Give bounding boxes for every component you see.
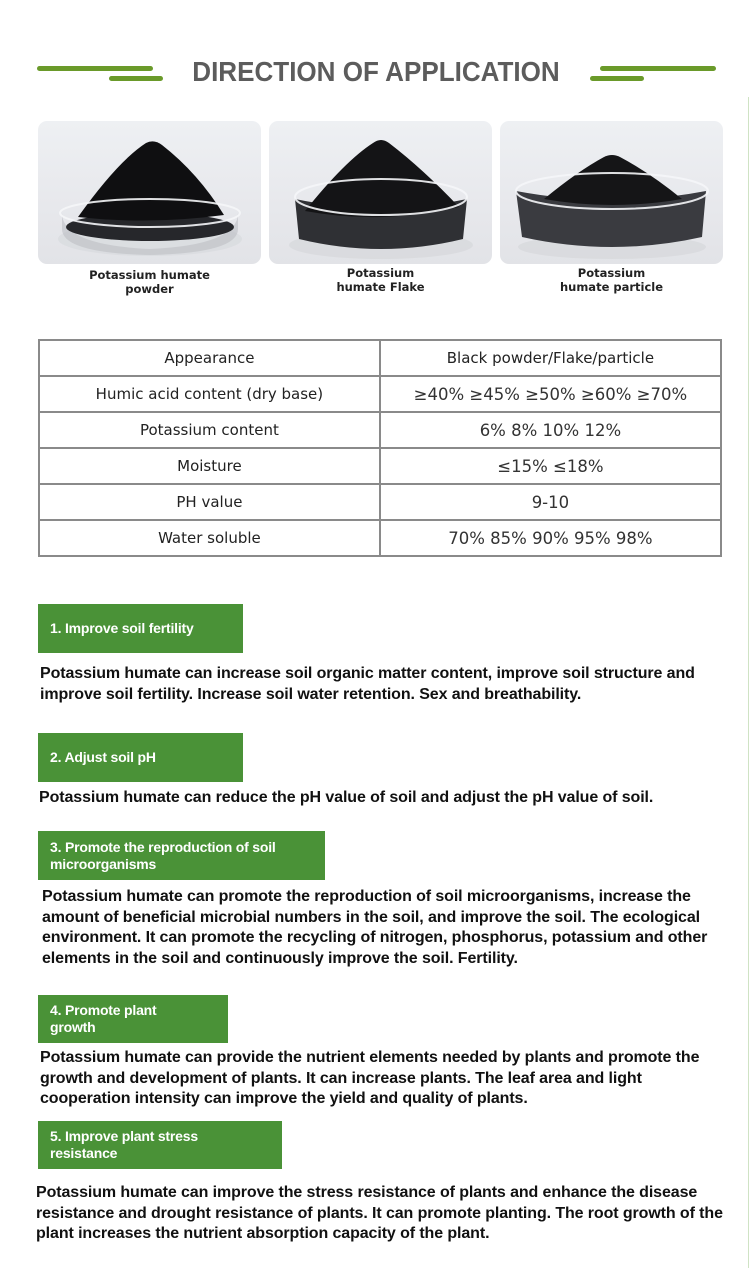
spec-label: Appearance bbox=[39, 340, 380, 376]
spec-label: PH value bbox=[39, 484, 380, 520]
product-caption-particle bbox=[500, 266, 723, 294]
section-heading-text: microorganisms bbox=[50, 855, 157, 872]
section-heading-promote-plant-growth bbox=[38, 995, 228, 1043]
flake-pile-illustration bbox=[269, 121, 492, 264]
title-decoration-line bbox=[37, 66, 153, 71]
product-image-particle bbox=[500, 121, 723, 264]
section-heading-soil-microorganisms bbox=[38, 831, 325, 880]
caption-line: Potassium bbox=[346, 266, 415, 280]
page-title: DIRECTION OF APPLICATION bbox=[192, 56, 560, 87]
section-body-plant-stress-resistance: Potassium humate can improve the stress resistance of plants and enhance the disease resistance and drought resistance of plants. It can promote planting. The root growth of the plant increases the nutrient absorption capacity of the plant. bbox=[36, 1184, 723, 1242]
section-heading-text: 4. Promote plant bbox=[50, 1002, 157, 1018]
section-heading-adjust-soil-ph bbox=[38, 733, 243, 782]
table-row bbox=[39, 340, 721, 376]
table-row bbox=[39, 448, 721, 484]
powder-pile-illustration bbox=[38, 121, 261, 264]
particle-pile-illustration bbox=[500, 121, 723, 264]
product-image-powder bbox=[38, 121, 261, 264]
title-decoration-line bbox=[600, 66, 716, 71]
spec-value: 9-10 bbox=[380, 484, 721, 520]
section-heading-text: resistance bbox=[50, 1145, 118, 1161]
page-edge-rule bbox=[748, 97, 749, 1268]
section-heading-plant-stress-resistance bbox=[38, 1121, 282, 1169]
product-image-flake bbox=[269, 121, 492, 264]
spec-label: Moisture bbox=[39, 448, 380, 484]
section-heading-improve-soil-fertility bbox=[38, 604, 243, 653]
spec-value: ≤15% ≤18% bbox=[380, 448, 721, 484]
title-decoration-line bbox=[590, 76, 644, 81]
table-row bbox=[39, 412, 721, 448]
caption-line: humate particle bbox=[559, 280, 664, 294]
table-row bbox=[39, 484, 721, 520]
spec-value: Black powder/Flake/particle bbox=[380, 340, 721, 376]
product-caption-flake bbox=[269, 266, 492, 294]
section-body-improve-soil-fertility: Potassium humate can increase soil organic matter content, improve soil structure and improve soil fertility. Increase soil water retention. Sex and breathability. bbox=[40, 665, 695, 703]
section-body-soil-microorganisms: Potassium humate can promote the reproduction of soil microorganisms, increase the amount of beneficial microbial numbers in the soil, and improve the soil. The ecological environment. It can promote the recycling of nitrogen, phosphorus, potassium and other elements in the soil and continuously improve the soil. Fertility. bbox=[42, 888, 708, 967]
caption-line: humate Flake bbox=[336, 280, 425, 294]
section-heading-text: 2. Adjust soil pH bbox=[50, 749, 156, 765]
section-heading-text: 3. Promote the reproduction of soil bbox=[50, 838, 276, 855]
caption-line: Potassium bbox=[577, 266, 646, 280]
product-caption-powder bbox=[38, 268, 261, 296]
specification-table bbox=[38, 339, 722, 557]
caption-line: Potassium humate bbox=[89, 268, 210, 282]
spec-label: Water soluble bbox=[39, 520, 380, 556]
spec-label: Potassium content bbox=[39, 412, 380, 448]
title-decoration-line bbox=[109, 76, 163, 81]
spec-value: 6% 8% 10% 12% bbox=[380, 412, 721, 448]
table-row bbox=[39, 376, 721, 412]
spec-value: 70% 85% 90% 95% 98% bbox=[380, 520, 721, 556]
caption-line: powder bbox=[125, 282, 174, 296]
section-heading-text: growth bbox=[50, 1019, 96, 1035]
section-body-promote-plant-growth: Potassium humate can provide the nutrient elements needed by plants and promote the growth and development of plants. It can increase plants. The leaf area and light cooperation intensity can improve the yield and quality of plants. bbox=[40, 1049, 700, 1107]
section-title-row bbox=[0, 52, 750, 92]
table-row bbox=[39, 520, 721, 556]
spec-label: Humic acid content (dry base) bbox=[39, 376, 380, 412]
section-heading-text: 5. Improve plant stress bbox=[50, 1128, 198, 1144]
section-body-adjust-soil-ph: Potassium humate can reduce the pH value of soil and adjust the pH value of soil. bbox=[39, 789, 654, 806]
spec-value: ≥40% ≥45% ≥50% ≥60% ≥70% bbox=[380, 376, 721, 412]
section-heading-text: 1. Improve soil fertility bbox=[50, 620, 194, 636]
